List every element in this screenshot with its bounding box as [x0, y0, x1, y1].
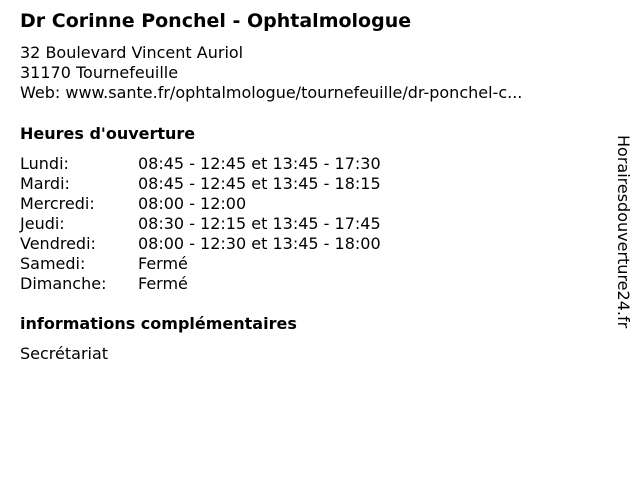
additional-info-text: Secrétariat — [20, 344, 109, 363]
website-link[interactable]: Web: www.sante.fr/ophtalmologue/tournefeuille/dr-ponchel-c... — [20, 83, 523, 102]
hours-day: Lundi: — [20, 154, 69, 173]
hours-time: 08:45 - 12:45 et 13:45 - 18:15 — [138, 174, 381, 193]
hours-day: Jeudi: — [20, 214, 65, 233]
opening-hours-heading: Heures d'ouverture — [20, 124, 196, 143]
hours-row-vendredi — [20, 234, 381, 254]
hours-day: Mardi: — [20, 174, 70, 193]
address-city: 31170 Tournefeuille — [20, 63, 179, 82]
opening-hours-list — [20, 154, 381, 294]
hours-day: Mercredi: — [20, 194, 95, 213]
hours-day: Vendredi: — [20, 234, 96, 253]
hours-time: 08:00 - 12:00 — [138, 194, 247, 213]
hours-row-lundi — [20, 154, 381, 174]
address-street: 32 Boulevard Vincent Auriol — [20, 43, 244, 62]
hours-row-mercredi — [20, 194, 381, 214]
additional-info-heading: informations complémentaires — [20, 314, 297, 333]
hours-day: Dimanche: — [20, 274, 107, 293]
hours-day: Samedi: — [20, 254, 86, 273]
hours-time: Fermé — [138, 254, 188, 273]
hours-time: 08:30 - 12:15 et 13:45 - 17:45 — [138, 214, 381, 233]
hours-row-mardi — [20, 174, 381, 194]
hours-time: 08:45 - 12:45 et 13:45 - 17:30 — [138, 154, 381, 173]
hours-row-samedi — [20, 254, 381, 274]
address-block — [20, 43, 522, 103]
hours-row-dimanche — [20, 274, 381, 294]
hours-time: 08:00 - 12:30 et 13:45 - 18:00 — [138, 234, 381, 253]
hours-row-jeudi — [20, 214, 381, 234]
hours-time: Fermé — [138, 274, 188, 293]
site-watermark-label: Horairesdouverture24.fr — [614, 135, 633, 329]
page-title: Dr Corinne Ponchel - Ophtalmologue — [20, 10, 412, 32]
